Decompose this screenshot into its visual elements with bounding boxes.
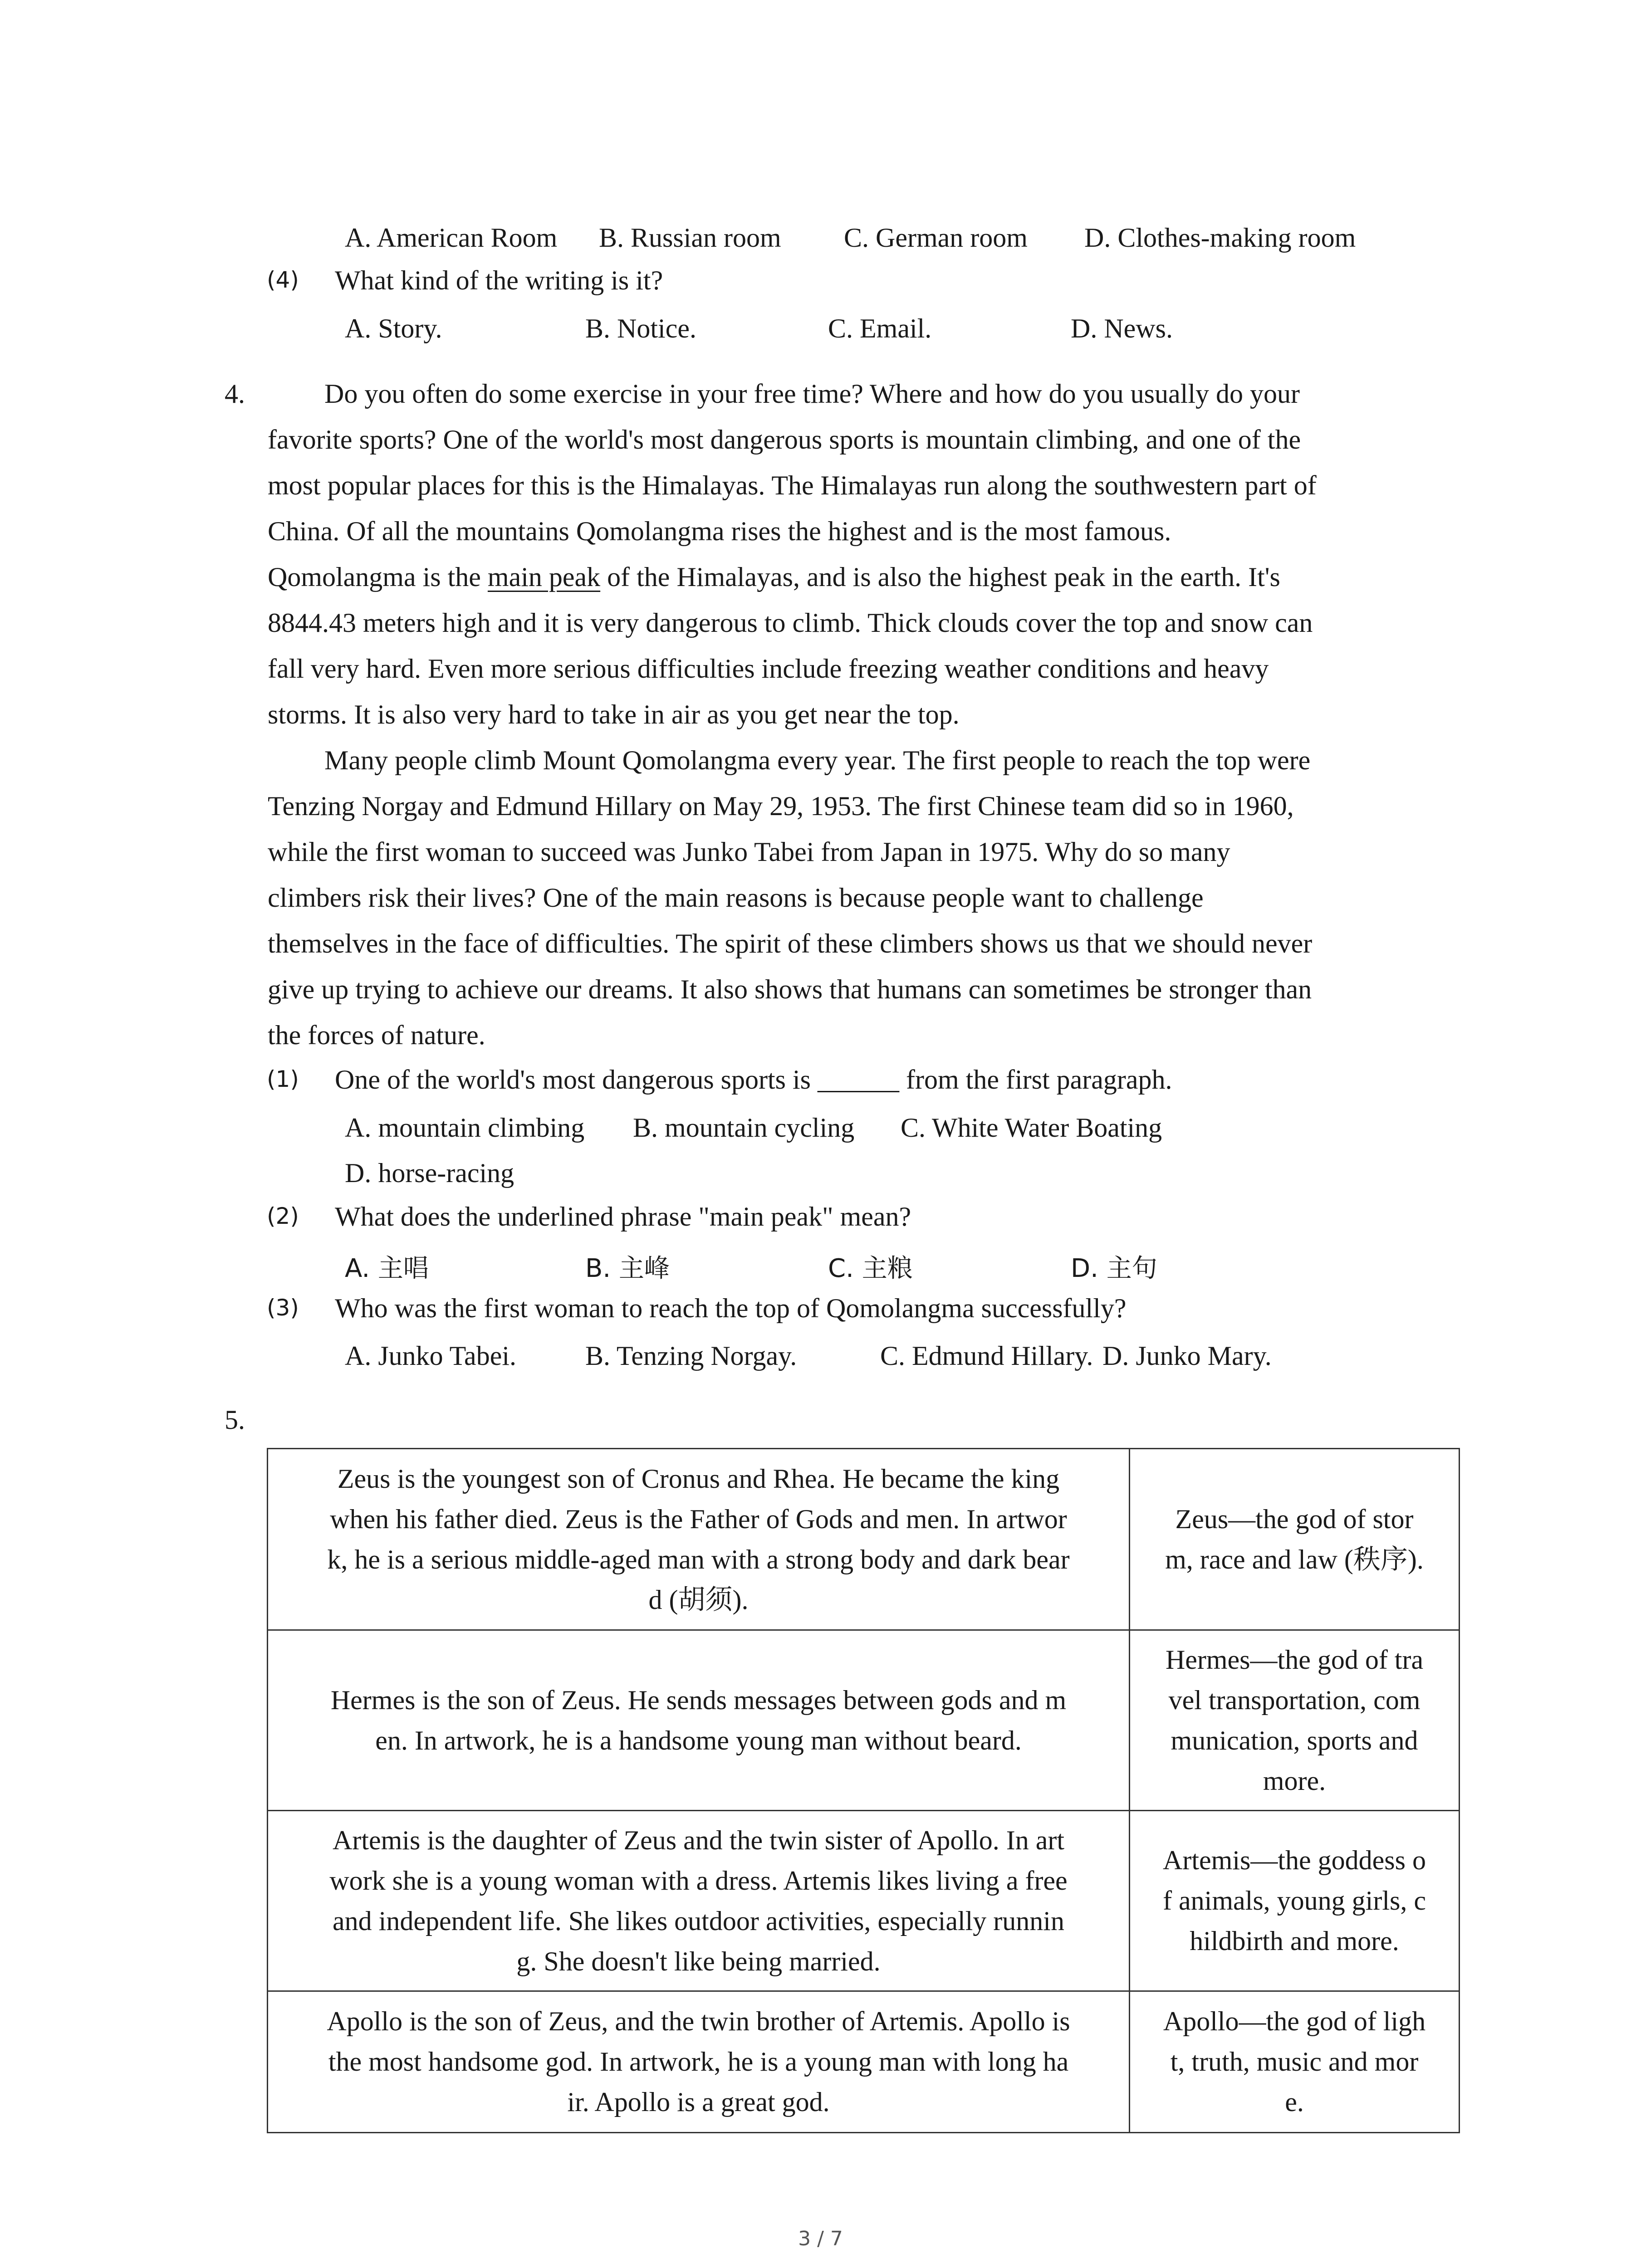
q4-sub3-option-b: B. Tenzing Norgay.	[585, 1341, 797, 1371]
q4-sub2-option-d: D. 主句	[1071, 1254, 1157, 1283]
q4-sub3-number: (3)	[267, 1295, 299, 1321]
q3-sub4-option-a: A. Story.	[345, 313, 442, 343]
passage-line: Many people climb Mount Qomolangma every year. The first people to reach the top were	[324, 745, 1311, 775]
q4-sub2-option-b: B. 主峰	[585, 1254, 670, 1283]
passage-text: Qomolangma is the	[268, 562, 488, 592]
passage-line: themselves in the face of difficulties. The spirit of these climbers shows us that we should never	[268, 929, 1313, 958]
cell-line: and independent life. She likes outdoor activities, especially runnin	[333, 1906, 1064, 1936]
q4-number: 4.	[225, 379, 245, 409]
q4-sub2-question: What does the underlined phrase "main peak" mean?	[335, 1202, 911, 1232]
cell-line: d (胡须).	[648, 1584, 749, 1615]
q4-sub2-option-c: C. 主粮	[828, 1254, 913, 1283]
q3-option-b: B. Russian room	[599, 223, 781, 253]
cell-line: t, truth, music and mor	[1170, 2047, 1419, 2077]
cell-line: ir. Apollo is a great god.	[567, 2087, 830, 2117]
cell-line: f animals, young girls, c	[1163, 1886, 1426, 1916]
q4-sub3-question: Who was the first woman to reach the top of Qomolangma successfully?	[335, 1293, 1127, 1323]
q3-sub4-question: What kind of the writing is it?	[335, 265, 663, 295]
q4-sub1-option-a: A. mountain climbing	[345, 1113, 585, 1143]
artemis-role	[1130, 1811, 1460, 1991]
cell-line: Apollo—the god of ligh	[1163, 2006, 1426, 2036]
artemis-description	[268, 1811, 1130, 1991]
q4-sub2-option-a: A. 主唱	[345, 1254, 429, 1283]
cell-line: vel transportation, com	[1168, 1685, 1421, 1715]
passage-line: China. Of all the mountains Qomolangma rises the highest and is the most famous.	[268, 516, 1171, 546]
cell-line: more.	[1263, 1765, 1326, 1796]
cell-line: Zeus—the god of stor	[1175, 1504, 1414, 1534]
passage-line: climbers risk their lives? One of the main reasons is because people want to challenge	[268, 883, 1204, 913]
apollo-description	[268, 1991, 1130, 2133]
cell-line: Hermes—the god of tra	[1165, 1644, 1424, 1675]
q3-option-c: C. German room	[844, 223, 1028, 253]
cell-line: when his father died. Zeus is the Father of Gods and men. In artwor	[330, 1504, 1067, 1534]
passage-line: Do you often do some exercise in your free time? Where and how do you usually do your	[324, 379, 1300, 409]
q3-option-d: D. Clothes-making room	[1084, 223, 1356, 253]
cell-line: the most handsome god. In artwork, he is a young man with long ha	[328, 2047, 1069, 2077]
cell-line: hildbirth and more.	[1190, 1926, 1399, 1956]
q4-sub3-option-a: A. Junko Tabei.	[345, 1341, 516, 1371]
q3-sub4-option-d: D. News.	[1071, 313, 1173, 343]
q4-sub1-option-c: C. White Water Boating	[901, 1113, 1162, 1143]
cell-line: work she is a young woman with a dress. Artemis likes living a free	[329, 1865, 1068, 1896]
cell-line: Hermes is the son of Zeus. He sends messages between gods and m	[330, 1685, 1067, 1715]
q5-number: 5.	[225, 1405, 245, 1435]
zeus-role	[1130, 1449, 1460, 1630]
main-peak-underlined: main peak	[487, 562, 601, 592]
apollo-role	[1130, 1991, 1460, 2133]
q3-sub4-option-b: B. Notice.	[585, 313, 696, 343]
passage-line: Tenzing Norgay and Edmund Hillary on May 29, 1953. The first Chinese team did so in 1960,	[268, 791, 1294, 821]
q4-sub1-option-b: B. mountain cycling	[633, 1113, 855, 1143]
q4-passage	[268, 371, 1474, 1058]
q4-sub1-option-d: D. horse-racing	[345, 1158, 514, 1188]
table-row	[268, 1991, 1460, 2133]
passage-line: storms. It is also very hard to take in air as you get near the top.	[268, 699, 960, 729]
page-number: 3 / 7	[798, 2227, 843, 2250]
passage-line: favorite sports? One of the world's most dangerous sports is mountain climbing, and one of the	[268, 425, 1301, 455]
cell-line: g. She doesn't like being married.	[516, 1946, 881, 1976]
cell-line: munication, sports and	[1171, 1725, 1418, 1755]
cell-line: m, race and law (秩序).	[1165, 1544, 1424, 1574]
table-row	[268, 1630, 1460, 1811]
cell-line: Artemis is the daughter of Zeus and the twin sister of Apollo. In art	[333, 1825, 1065, 1855]
cell-line: en. In artwork, he is a handsome young man without beard.	[375, 1725, 1022, 1755]
q4-sub1-number: (1)	[267, 1066, 299, 1092]
passage-line	[268, 554, 1474, 600]
passage-line: give up trying to achieve our dreams. It also shows that humans can sometimes be stronger than	[268, 974, 1312, 1004]
cell-line: e.	[1285, 2087, 1304, 2117]
cell-line: Apollo is the son of Zeus, and the twin brother of Artemis. Apollo is	[327, 2006, 1070, 2036]
passage-line: most popular places for this is the Himalayas. The Himalayas run along the southwestern part of	[268, 470, 1317, 500]
gods-table	[267, 1448, 1460, 2133]
passage-text: of the Himalayas, and is also the highest peak in the earth. It's	[600, 562, 1280, 592]
cell-line: Artemis—the goddess o	[1163, 1845, 1426, 1875]
table-row	[268, 1449, 1460, 1630]
passage-line: fall very hard. Even more serious difficulties include freezing weather conditions and heavy	[268, 654, 1269, 684]
passage-line: while the first woman to succeed was Junko Tabei from Japan in 1975. Why do so many	[268, 837, 1230, 867]
q3-sub4-option-c: C. Email.	[828, 313, 932, 343]
table-row	[268, 1811, 1460, 1991]
hermes-description	[268, 1630, 1130, 1811]
q3-option-a: A. American Room	[345, 223, 558, 253]
passage-line: 8844.43 meters high and it is very dangerous to climb. Thick clouds cover the top and snow can	[268, 608, 1313, 638]
passage-line: the forces of nature.	[268, 1020, 485, 1050]
q4-sub3-option-d: D. Junko Mary.	[1102, 1341, 1272, 1371]
q4-sub1-question: One of the world's most dangerous sports is ______ from the first paragraph.	[335, 1065, 1172, 1095]
cell-line: Zeus is the youngest son of Cronus and Rhea. He became the king	[337, 1463, 1060, 1494]
hermes-role	[1130, 1630, 1460, 1811]
cell-line: k, he is a serious middle-aged man with a strong body and dark bear	[327, 1544, 1070, 1574]
q3-sub4-number: (4)	[267, 267, 299, 293]
zeus-description	[268, 1449, 1130, 1630]
q4-sub3-option-c: C. Edmund Hillary.	[880, 1341, 1093, 1371]
q4-sub2-number: (2)	[267, 1203, 299, 1229]
